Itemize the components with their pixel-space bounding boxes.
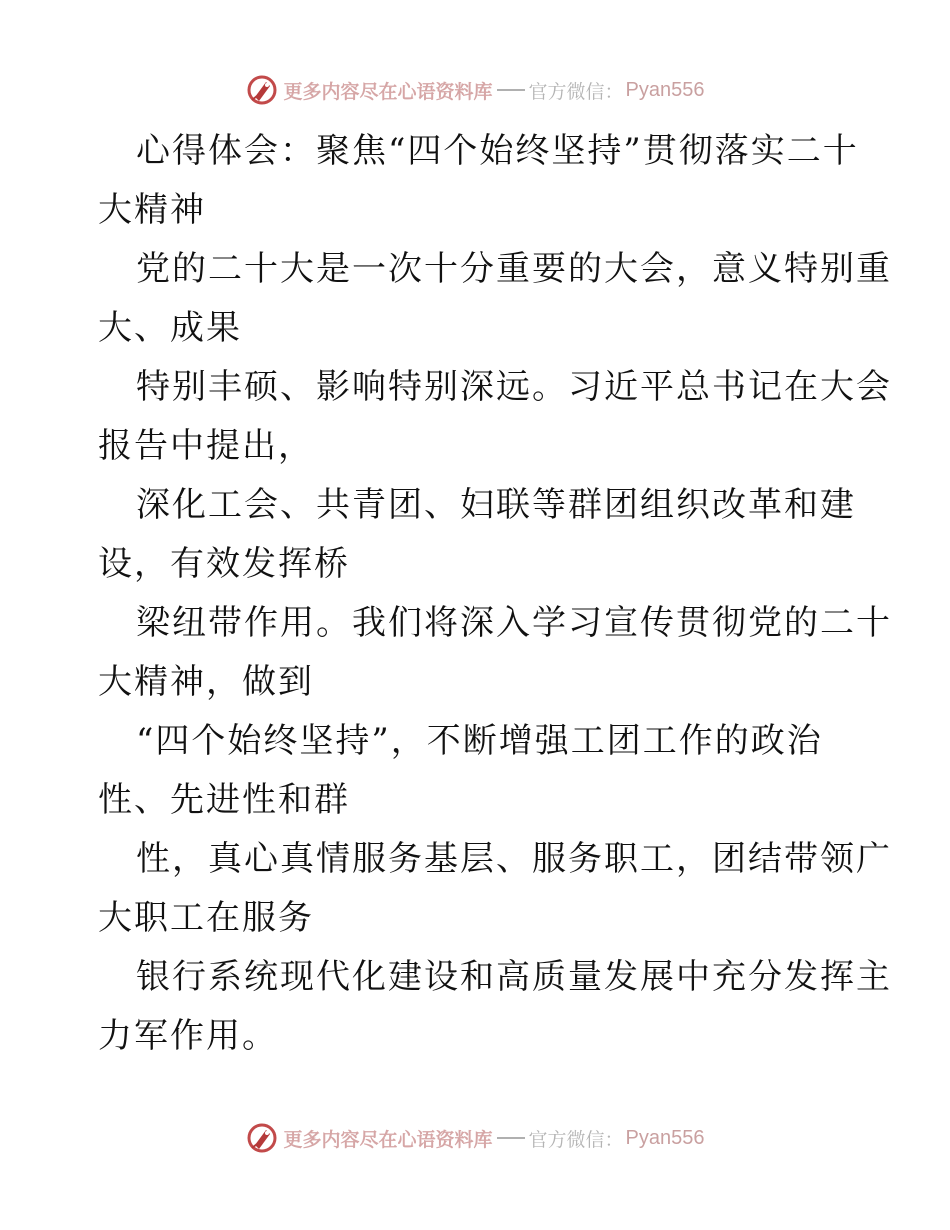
document-line: “四个始终坚持”，不断增强工团工作的政治 <box>136 721 823 761</box>
document-body <box>98 122 892 1066</box>
pen-nib-logo-icon <box>246 74 278 106</box>
header-divider <box>497 89 525 91</box>
document-line: 大精神 <box>98 190 206 230</box>
document-line: 梁纽带作用。我们将深入学习宣传贯彻党的二十 <box>136 603 892 643</box>
document-line: 心得体会：聚焦“四个始终坚持”贯彻落实二十 <box>136 131 859 171</box>
document-line: 报告中提出， <box>98 426 314 466</box>
document-line: 性，真心真情服务基层、服务职工，团结带领广 <box>136 839 892 879</box>
document-line: 特别丰硕、影响特别深远。习近平总书记在大会 <box>136 367 892 407</box>
document-line: 银行系统现代化建设和高质量发展中充分发挥主 <box>136 957 892 997</box>
document-line: 性、先进性和群 <box>98 780 350 820</box>
header-official-label: 官方微信： <box>528 80 624 103</box>
header-banner[interactable] <box>0 70 950 110</box>
header-wechat-handle: Pyan556 <box>625 78 705 101</box>
document-line: 设，有效发挥桥 <box>98 544 350 584</box>
footer-wechat-handle: Pyan556 <box>625 1126 705 1149</box>
document-line: 大、成果 <box>98 308 242 348</box>
document-line: 大精神，做到 <box>98 662 314 702</box>
header-brand-text: 更多内容尽在心语资料库 <box>283 80 493 103</box>
footer-banner[interactable] <box>0 1118 950 1158</box>
footer-official-label: 官方微信： <box>528 1128 624 1151</box>
footer-brand-text: 更多内容尽在心语资料库 <box>283 1128 493 1151</box>
document-line: 大职工在服务 <box>98 898 314 938</box>
pen-nib-logo-icon <box>246 1122 278 1154</box>
footer-divider <box>497 1137 525 1139</box>
document-line: 深化工会、共青团、妇联等群团组织改革和建 <box>136 485 856 525</box>
document-line: 党的二十大是一次十分重要的大会，意义特别重 <box>136 249 892 289</box>
document-line: 力军作用。 <box>98 1016 278 1056</box>
